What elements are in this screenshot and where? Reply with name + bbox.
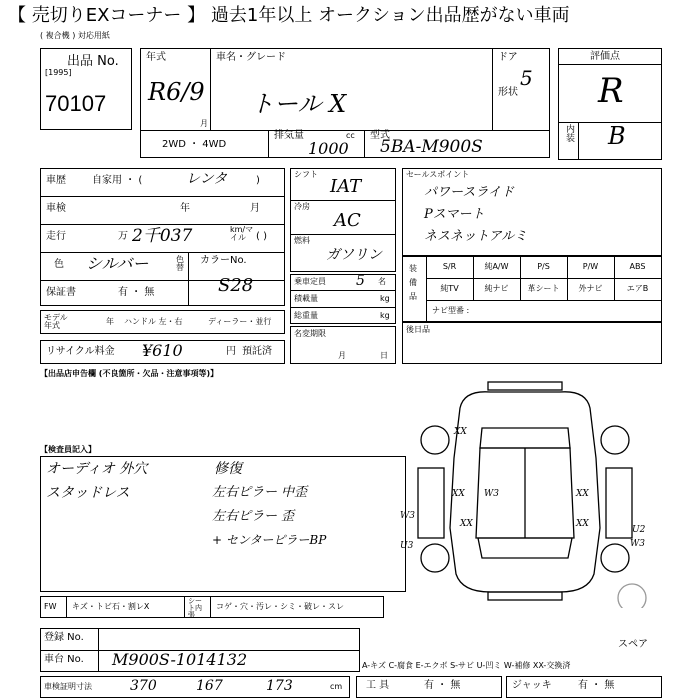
inspector-note-left: オーディオ 外穴 [46,461,148,477]
wheel-front-right [601,426,629,454]
lot-number: 70107 [45,91,107,116]
equipment-option: S/R [442,262,457,271]
mileage-label: 走行 [46,231,66,242]
left-side-panel [418,468,444,538]
mileage-man: 万 [118,231,128,242]
fuel-value: ガソリン [326,247,382,263]
sales-point-item: ネスネットアルミ [424,229,528,244]
interior-label: 内装 [566,125,576,144]
inspector-note-right: 修復 [214,461,242,477]
handle-options: ハンドル 左・右 [124,317,183,326]
spare-tire [618,584,646,608]
mark-u2: U2 [632,525,646,535]
capacity-unit: 名 [378,277,386,286]
spare-label: スペア [618,639,648,650]
inspector-heading: 【検査員記入】 [40,445,96,454]
color-no-label: カラーNo. [200,255,247,266]
shape-label: 形状 [498,87,518,98]
car-diagram [400,378,660,608]
equipment-option: 純A/W [484,262,509,271]
gross-label: 総重量 [294,311,318,320]
mark-xx: XX [454,427,467,437]
mark-xx: XX [576,519,589,529]
sales-point-label: セールスポイント [406,170,470,179]
score-label: 評価点 [590,51,620,62]
lot-label: 出品 No. [67,54,119,69]
paper-note: ( 複合機 ) 対応用紙 [40,31,110,40]
mark-xx: XX [576,489,589,499]
drive-options: 2WD ・ 4WD [162,139,227,150]
mark-xx: XX [460,519,473,529]
rear-window-outline [478,538,572,558]
recycle-deposit: 預託済 [242,346,272,357]
year-value: R6/9 [148,78,205,106]
inspection-label: 車検 [46,203,66,214]
history-label: 車歴 [46,175,66,186]
mark-u3: U3 [400,541,414,551]
name-change-day: 日 [380,351,388,360]
gross-unit: kg [380,311,390,320]
wheel-front-left [421,426,449,454]
interior-value: B [608,122,626,150]
lot-box [40,48,132,130]
year-month-mark: 月 [200,119,208,128]
after-day-label: 後日品 [406,325,430,334]
model-year-unit: 年 [106,317,114,326]
mark-w3: W3 [400,511,415,521]
fw-items: キズ・トビ石・割レX [72,602,150,611]
equipment-option: ABS [629,262,646,271]
cert-unit: cm [330,682,343,691]
fw-label: FW [44,602,57,611]
cert-length: 370 [130,678,157,694]
color-no-value: S28 [218,275,254,296]
sales-point-item: Pスマート [424,207,485,222]
inspector-note-right: + センターピラーBP [212,533,327,547]
warranty-options: 有 ・ 無 [118,287,155,298]
wheel-rear-right [601,544,629,572]
model-code-label: 型式 [370,130,390,141]
displacement-value: 1000 [308,139,349,158]
right-side-panel [606,468,632,538]
history-close: ) [256,175,260,186]
color-label: 色 [54,259,64,270]
dealer-options: ディーラー・並行 [208,317,272,326]
name-change-label: 名変期限 [294,329,326,338]
after-day-box [402,322,662,364]
shift-value: IAT [330,176,362,197]
name-value: トール X [250,90,347,118]
name-change-month: 月 [338,351,346,360]
mark-w3: W3 [630,539,645,549]
inspector-note-right: 左右ピラー 中歪 [212,485,308,500]
equipment-option: P/W [582,262,599,271]
front-bumper [488,382,562,390]
capacity-label: 乗車定員 [294,277,326,286]
lot-small: [1995] [45,68,72,77]
name-label: 車名・グレード [216,52,286,63]
shift-label: シフト [294,170,318,179]
inspection-year: 年 [180,203,190,214]
equipment-option: エアB [626,284,649,293]
capacity-value: 5 [356,273,365,289]
model-year-label: モデル年式 [44,313,68,330]
aircon-label: 冷房 [294,202,310,211]
warranty-label: 保証書 [46,287,76,298]
equipment-option: P/S [537,262,550,271]
equipment-label: 装備品 [409,264,417,301]
displacement-unit: cc [346,131,355,140]
navi-model-label: ナビ型番 : [432,306,470,315]
jack-label: ジャッキ [512,680,552,691]
wheel-rear-left [421,544,449,572]
recycle-label: リサイクル料金 [46,346,115,357]
color-side: 色替 [176,255,184,272]
doors-label: ドア [498,52,518,63]
score-value: R [598,71,624,111]
history-text: 自家用 ・ ( [92,175,143,186]
history-value: レンタ [186,171,228,187]
mileage-value: 2千037 [132,226,193,246]
load-label: 積載量 [294,294,318,303]
aircon-value: AC [334,210,361,231]
load-unit: kg [380,294,390,303]
doors-value: 5 [520,66,533,90]
displacement-label: 排気量 [274,130,304,141]
mileage-unit: km/マイル [230,225,254,242]
color-value: シルバー [86,254,149,273]
owner-note-heading: 【出品店申告欄 (不良箇所・欠品・注意事項等)】 [40,369,219,378]
mark-xx: XX [452,489,465,499]
seat-label: シート内張 [188,597,202,619]
chassis-label: 車台 No. [44,654,84,665]
fuel-label: 燃料 [294,236,310,245]
equipment-option: 純ナビ [484,284,509,293]
cert-width: 167 [196,678,223,694]
windshield-outline [480,428,570,448]
recycle-value: ¥610 [142,341,183,360]
tools-label: 工 具 [366,680,390,691]
mark-w3: W3 [484,489,499,499]
inspection-month: 月 [250,203,260,214]
year-label: 年式 [146,52,166,63]
inspector-note-right: 左右ピラー 歪 [212,509,295,524]
rear-bumper [488,592,562,600]
jack-options: 有 ・ 無 [578,680,615,691]
cert-height: 173 [266,678,293,694]
seat-items: コゲ・穴・汚レ・シミ・破レ・スレ [216,602,344,611]
chassis-value: M900S-1014132 [112,650,248,669]
banner-title: 【 売切りEXコーナー 】 過去1年以上 オークション出品歴がない車両 [8,5,570,26]
damage-legend: A-キズ C-腐食 E-エクボ S-サビ U-凹ミ W-補修 XX-交換済 [362,661,571,670]
model-code-value: 5BA-M900S [380,137,483,157]
equipment-option: 革シート [527,284,560,293]
sales-point-item: パワースライド [424,185,514,200]
cert-label: 車検証明寸法 [44,682,92,691]
reg-label: 登録 No. [44,632,84,643]
mileage-paren: ( ) [256,231,267,242]
equipment-option: 外ナビ [578,284,603,293]
equipment-option: 純TV [440,284,459,293]
tools-options: 有 ・ 無 [424,680,461,691]
recycle-unit: 円 [226,346,236,357]
inspector-note-left: スタッドレス [46,485,130,501]
